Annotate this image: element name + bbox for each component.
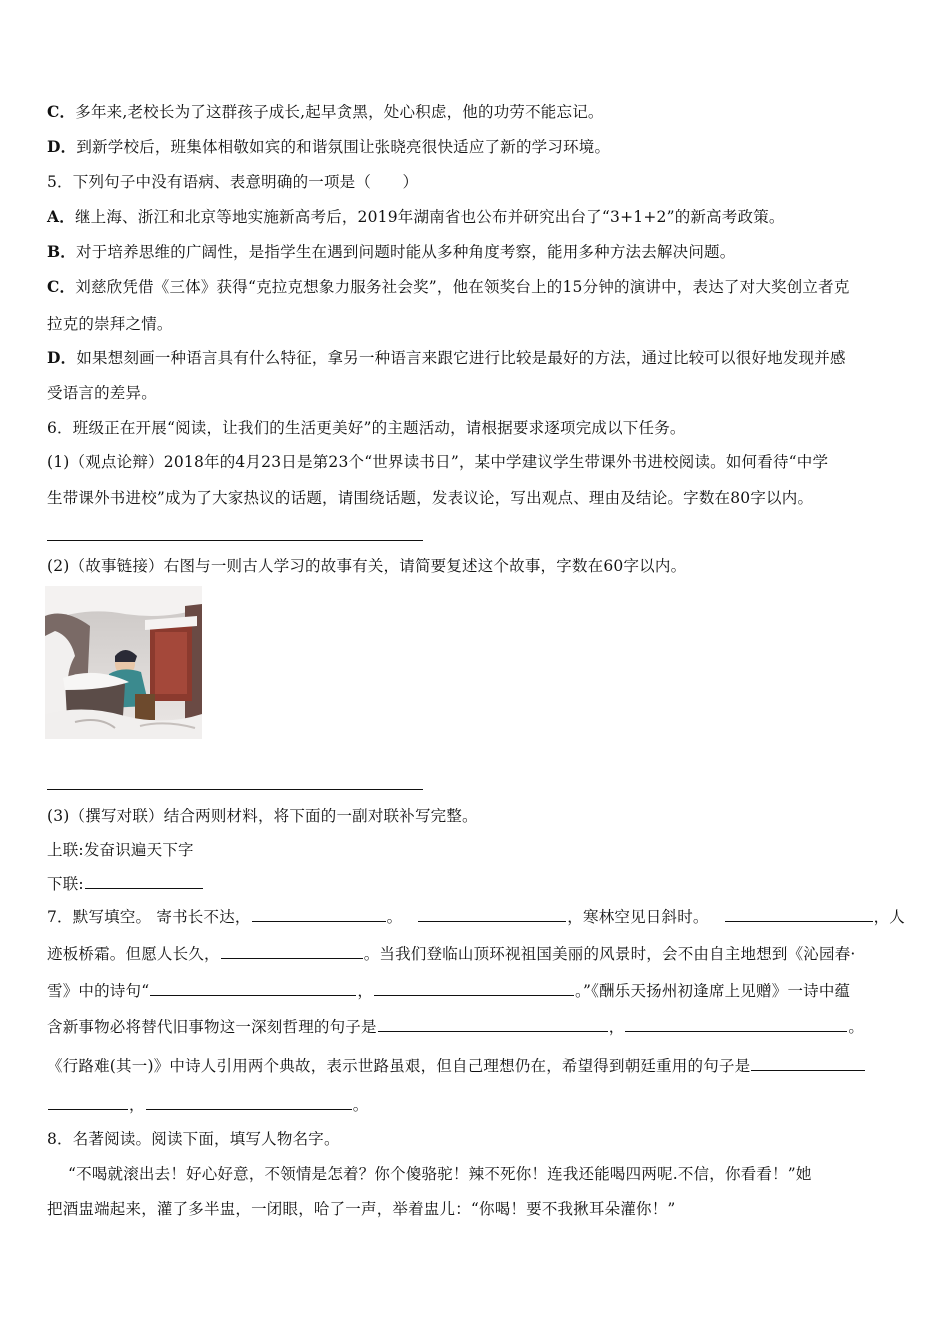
couplet-upper: 上联:发奋识遍天下字 (47, 841, 194, 859)
option-label: A． (47, 207, 75, 226)
question-7-line2 (47, 943, 856, 965)
question-6-1-cont: 生带课外书进校”成为了大家热议的话题，请围绕话题，发表议论，写出观点、理由及结论。字数在80字以内。 (47, 489, 814, 507)
q7-text: ，寒林空见日斜时。 (567, 908, 709, 926)
q7-blank-11[interactable] (146, 1095, 352, 1110)
question-6-3: (3)（撰写对联）结合两则材料，将下面的一副对联补写完整。 (47, 807, 478, 825)
question-7-line1 (47, 906, 905, 928)
q7-blank-10[interactable] (48, 1095, 128, 1110)
q7-text: ，人 (873, 908, 906, 926)
question-7-line3 (47, 980, 850, 1002)
couplet-lower (47, 873, 204, 895)
option-label: C． (47, 277, 76, 296)
question-6: 6．班级正在开展“阅读，让我们的生活更美好”的主题活动，请根据要求逐项完成以下任务。 (47, 419, 686, 437)
question-8: 8．名著阅读。阅读下面，填写人物名字。 (47, 1130, 340, 1148)
passage-line-2: 把酒盅端起来，灌了多半盅，一闭眼，哈了一声，举着盅儿：“你喝！要不我揪耳朵灌你！” (47, 1200, 676, 1218)
q7-text: 。 (352, 1096, 369, 1114)
q7-text: ， (608, 1018, 625, 1036)
option-d-q5-cont: 受语言的差异。 (47, 384, 157, 402)
option-b-q5 (47, 241, 735, 263)
q7-text: 含新事物必将替代旧事物这一深刻哲理的句子是 (47, 1018, 377, 1036)
question-7-line6 (47, 1094, 368, 1116)
question-7-line4 (47, 1016, 864, 1038)
couplet-lower-label: 下联: (47, 875, 84, 893)
option-label: C． (47, 102, 76, 121)
couplet-lower-blank[interactable] (85, 874, 203, 889)
option-d-q5 (47, 347, 846, 369)
q7-text: ， (357, 982, 374, 1000)
q7-text: 《行路难(其一)》中诗人引用两个典故，表示世路虽艰，但自己理想仍在，希望得到朝廷重用的句子是 (47, 1057, 751, 1075)
q7-blank-7[interactable] (378, 1017, 608, 1032)
answer-line[interactable] (47, 789, 423, 790)
q7-text: 7．默写填空。 寄书长不达， (47, 908, 251, 926)
option-c-q5 (47, 276, 850, 298)
question-5: 5．下列句子中没有语病、表意明确的一项是（ ） (47, 173, 419, 191)
q7-text: 。 (848, 1018, 865, 1036)
q7-text: 。 (386, 908, 403, 926)
option-label: D． (47, 137, 77, 156)
option-c-q5-cont: 拉克的崇拜之情。 (47, 315, 173, 333)
q7-text: ， (129, 1096, 145, 1114)
q7-blank-6[interactable] (374, 981, 574, 996)
option-a-q5 (47, 206, 785, 228)
option-label: D． (47, 348, 77, 367)
story-illustration (45, 586, 202, 739)
question-6-2: (2)（故事链接）右图与一则古人学习的故事有关，请简要复述这个故事，字数在60字以内。 (47, 557, 687, 575)
option-c-q4 (47, 101, 604, 123)
q7-blank-1[interactable] (252, 907, 386, 922)
q7-text: 。当我们登临山顶环视祖国美丽的风景时，会不由自主地想到《沁园春· (363, 945, 856, 963)
answer-line[interactable] (47, 540, 423, 541)
option-text: 如果想刻画一种语言具有什么特征，拿另一种语言来跟它进行比较是最好的方法，通过比较可以很好地发现并感 (76, 349, 846, 367)
option-label: B． (47, 242, 77, 261)
option-text: 对于培养思维的广阔性，是指学生在遇到问题时能从多种角度考察，能用多种方法去解决问题。 (76, 243, 736, 261)
passage-line-1: “不喝就滚出去！好心好意，不领情是怎着？你个傻骆驼！辣不死你！连我还能喝四两呢.不信，你看看！”她 (68, 1165, 812, 1183)
question-7-line5 (47, 1055, 866, 1077)
q7-blank-4[interactable] (221, 944, 363, 959)
question-6-1: (1)（观点论辩）2018年的4月23日是第23个“世界读书日”，某中学建议学生带课外书进校阅读。如何看待“中学 (47, 453, 829, 471)
option-text: 到新学校后，班集体相敬如宾的和谐氛围让张晓亮很快适应了新的学习环境。 (76, 138, 611, 156)
q7-blank-8[interactable] (625, 1017, 847, 1032)
option-text: 刘慈欣凭借《三体》获得“克拉克想象力服务社会奖”，他在领奖台上的15分钟的演讲中，表达了对大奖创立者克 (75, 278, 850, 296)
q7-blank-9[interactable] (751, 1056, 865, 1071)
q7-text: 迹板桥霜。但愿人长久， (47, 945, 220, 963)
q7-blank-2[interactable] (418, 907, 566, 922)
q7-text: 雪》中的诗句“ (47, 982, 150, 1000)
option-d-q4 (47, 136, 610, 158)
q7-blank-5[interactable] (150, 981, 356, 996)
option-text: 继上海、浙江和北京等地实施新高考后，2019年湖南省也公布并研究出台了“3+1+2”的新高考政策。 (74, 208, 785, 226)
option-text: 多年来,老校长为了这群孩子成长,起早贪黑，处心积虑，他的功劳不能忘记。 (75, 103, 604, 121)
q7-text: 。”《酬乐天扬州初逢席上见赠》一诗中蕴 (575, 982, 851, 1000)
q7-blank-3[interactable] (725, 907, 873, 922)
snow-reading-illustration (45, 586, 202, 739)
